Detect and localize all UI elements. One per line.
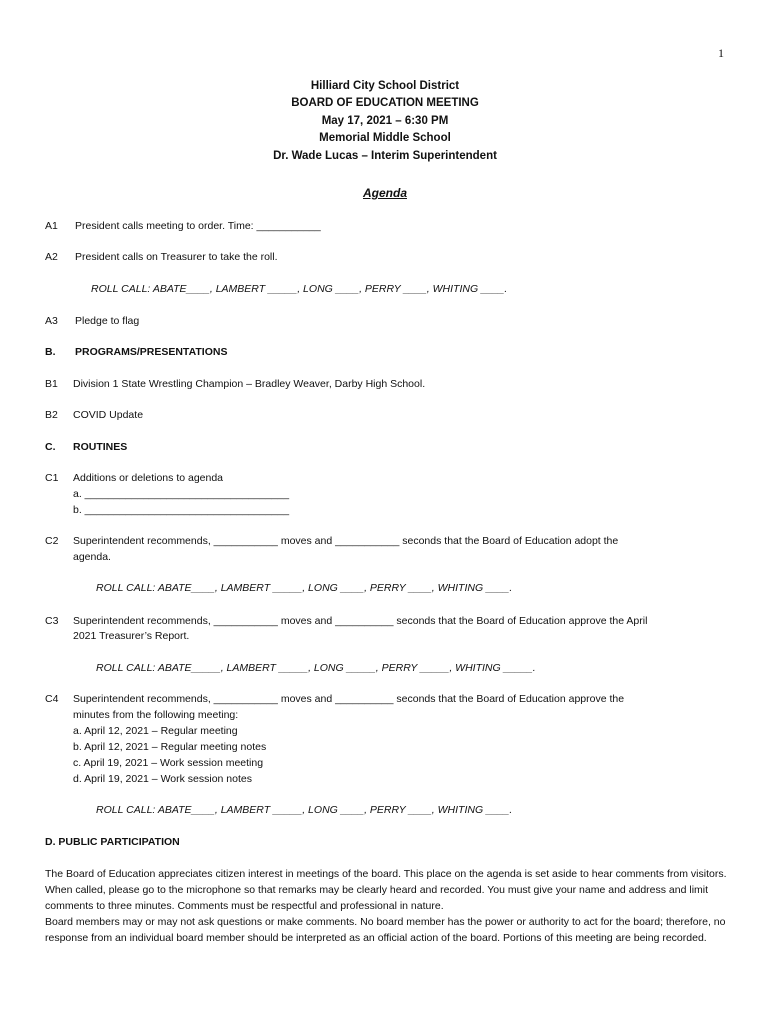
- roll-call-4: ROLL CALL: ABATE____, LAMBERT _____, LONG ____, PERRY ____, WHITING ____.: [96, 804, 513, 816]
- item-label-c1: C1: [45, 472, 59, 484]
- public-participation-paragraph-2: Board members may or may not ask questions or make comments. No board member has the power or authority to act for the board; therefore, no response from an individual board member should be interpreted as an official action of the board. Portions of this meeting are being recorded.: [45, 916, 726, 944]
- roll-call-3: ROLL CALL: ABATE_____, LAMBERT _____, LONG _____, PERRY _____, WHITING _____.: [96, 662, 536, 674]
- section-heading-b: PROGRAMS/PRESENTATIONS: [75, 346, 228, 358]
- public-participation-text: [45, 866, 735, 946]
- section-heading-d: D. PUBLIC PARTICIPATION: [45, 836, 180, 848]
- roll-call-2: ROLL CALL: ABATE____, LAMBERT _____, LONG ____, PERRY ____, WHITING ____.: [96, 582, 513, 594]
- list-item: b. ___________________________________: [73, 504, 290, 516]
- item-text-c2-line1: Superintendent recommends, ___________ moves and ___________ seconds that the Board of Education adopt the: [73, 535, 619, 547]
- item-label-a2: A2: [45, 251, 58, 263]
- public-participation-paragraph-1: The Board of Education appreciates citizen interest in meetings of the board. This place on the agenda is set aside to hear comments from visitors. When called, please go to the microphone so that remarks may be clearly heard and recorded. You must give your name and address and limit comments to three minutes. Comments must be respectful and professional in nature.: [45, 868, 727, 912]
- agenda-title: Agenda: [362, 186, 407, 200]
- section-heading-c: ROUTINES: [73, 441, 128, 453]
- item-text-a1: President calls meeting to order. Time: ___________: [75, 220, 321, 232]
- item-text-c3-line1: Superintendent recommends, ___________ moves and __________ seconds that the Board of Education approve the April: [73, 615, 648, 627]
- item-label-a3: A3: [45, 315, 58, 327]
- district-name: Hilliard City School District: [310, 80, 460, 92]
- roll-call-1: ROLL CALL: ABATE____, LAMBERT _____, LONG ____, PERRY ____, WHITING ____.: [91, 283, 508, 295]
- item-text-c4-line1: Superintendent recommends, ___________ moves and __________ seconds that the Board of Education approve the: [73, 693, 625, 705]
- item-text-b1: Division 1 State Wrestling Champion – Bradley Weaver, Darby High School.: [73, 378, 426, 390]
- item-text-a3: Pledge to flag: [75, 315, 140, 327]
- item-text-c4-line2: minutes from the following meeting:: [73, 709, 239, 721]
- item-label-c2: C2: [45, 535, 59, 547]
- section-label-b: B.: [45, 346, 56, 358]
- list-item: a. April 12, 2021 – Regular meeting: [73, 725, 238, 737]
- item-label-c3: C3: [45, 615, 59, 627]
- item-text-c2-line2: agenda.: [73, 551, 111, 563]
- document-header: [0, 78, 770, 165]
- item-text-a2: President calls on Treasurer to take the roll.: [75, 251, 278, 263]
- meeting-datetime: May 17, 2021 – 6:30 PM: [321, 114, 449, 127]
- item-label-b1: B1: [45, 378, 58, 390]
- meeting-title: BOARD OF EDUCATION MEETING: [291, 97, 479, 110]
- item-text-b2: COVID Update: [73, 409, 144, 421]
- item-label-b2: B2: [45, 409, 58, 421]
- item-text-c1: Additions or deletions to agenda: [73, 472, 224, 484]
- list-item: b. April 12, 2021 – Regular meeting notes: [73, 741, 267, 753]
- list-item: c. April 19, 2021 – Work session meeting: [73, 757, 264, 769]
- meeting-location: Memorial Middle School: [319, 132, 451, 145]
- item-text-c3-line2: 2021 Treasurer’s Report.: [73, 630, 190, 642]
- page-number: 1: [718, 46, 724, 60]
- item-label-c4: C4: [45, 693, 59, 705]
- superintendent-line: Dr. Wade Lucas – Interim Superintendent: [273, 149, 497, 162]
- section-label-c: C.: [45, 441, 56, 453]
- list-item: d. April 19, 2021 – Work session notes: [73, 773, 252, 785]
- item-label-a1: A1: [45, 220, 58, 232]
- list-item: a. ___________________________________: [73, 488, 290, 500]
